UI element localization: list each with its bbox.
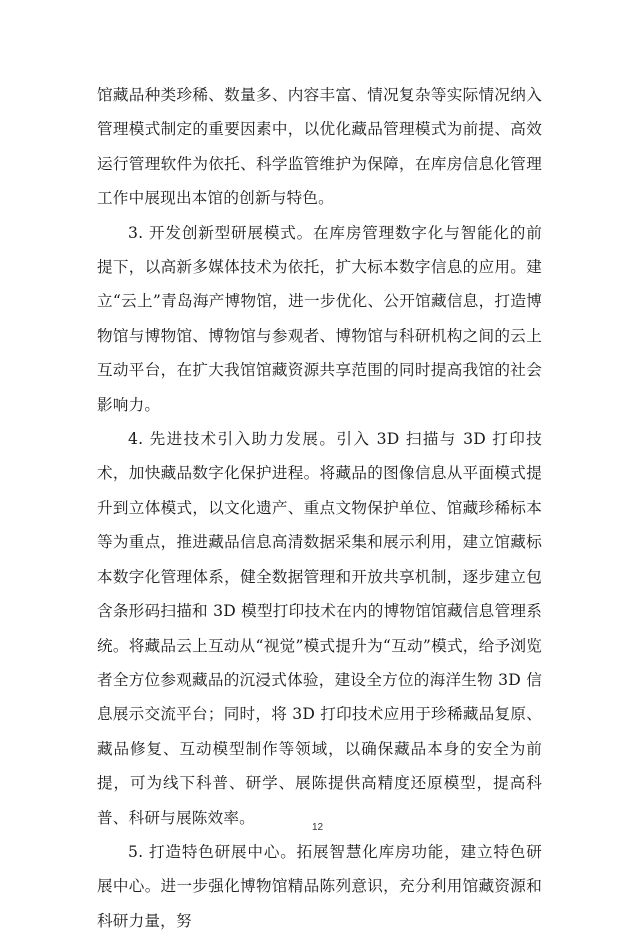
- body-text: [97, 78, 542, 938]
- page-number: 12: [311, 822, 324, 833]
- paragraph-item-3: 3. 开发创新型研展模式。在库房管理数字化与智能化的前提下，以高新多媒体技术为依托，扩大标本数字信息的应用。建立“云上”青岛海产博物馆，进一步优化、公开馆藏信息，打造博物馆与博物馆、博物馆与参观者、博物馆与科研机构之间的云上互动平台，在扩大我馆馆藏资源共享范围的同时提高我馆的社会影响力。: [97, 223, 542, 414]
- paragraph-item-5: 5. 打造特色研展中心。拓展智慧化库房功能，建立特色研展中心。进一步强化博物馆精品陈列意识，充分利用馆藏资源和科研力量，努: [97, 842, 542, 930]
- paragraph-continuation: 馆藏品种类珍稀、数量多、内容丰富、情况复杂等实际情况纳入管理模式制定的重要因素中，以优化藏品管理模式为前提、高效运行管理软件为依托、科学监管维护为保障，在库房信息化管理工作中展现出本馆的创新与特色。: [97, 86, 542, 208]
- paragraph-item-4: 4. 先进技术引入助力发展。引入 3D 扫描与 3D 打印技术，加快藏品数字化保护进程。将藏品的图像信息从平面模式提升到立体模式，以文化遗产、重点文物保护单位、馆藏珍稀标本等为重点，推进藏品信息高清数据采集和展示利用，建立馆藏标本数字化管理体系，健全数据管理和开放共享机制，逐步建立包含条形码扫描和 3D 模型打印技术在内的博物馆馆藏信息管理系统。将藏品云上互动从“视觉”模式提升为“互动”模式，给予浏览者全方位参观藏品的沉浸式体验，建设全方位的海洋生物 3D 信息展示交流平台；同时，将 3D 打印技术应用于珍稀藏品复原、藏品修复、互动模型制作等领域，以确保藏品本身的安全为前提，可为线下科普、研学、展陈提供高精度还原模型，提高科普、科研与展陈效率。: [97, 430, 542, 827]
